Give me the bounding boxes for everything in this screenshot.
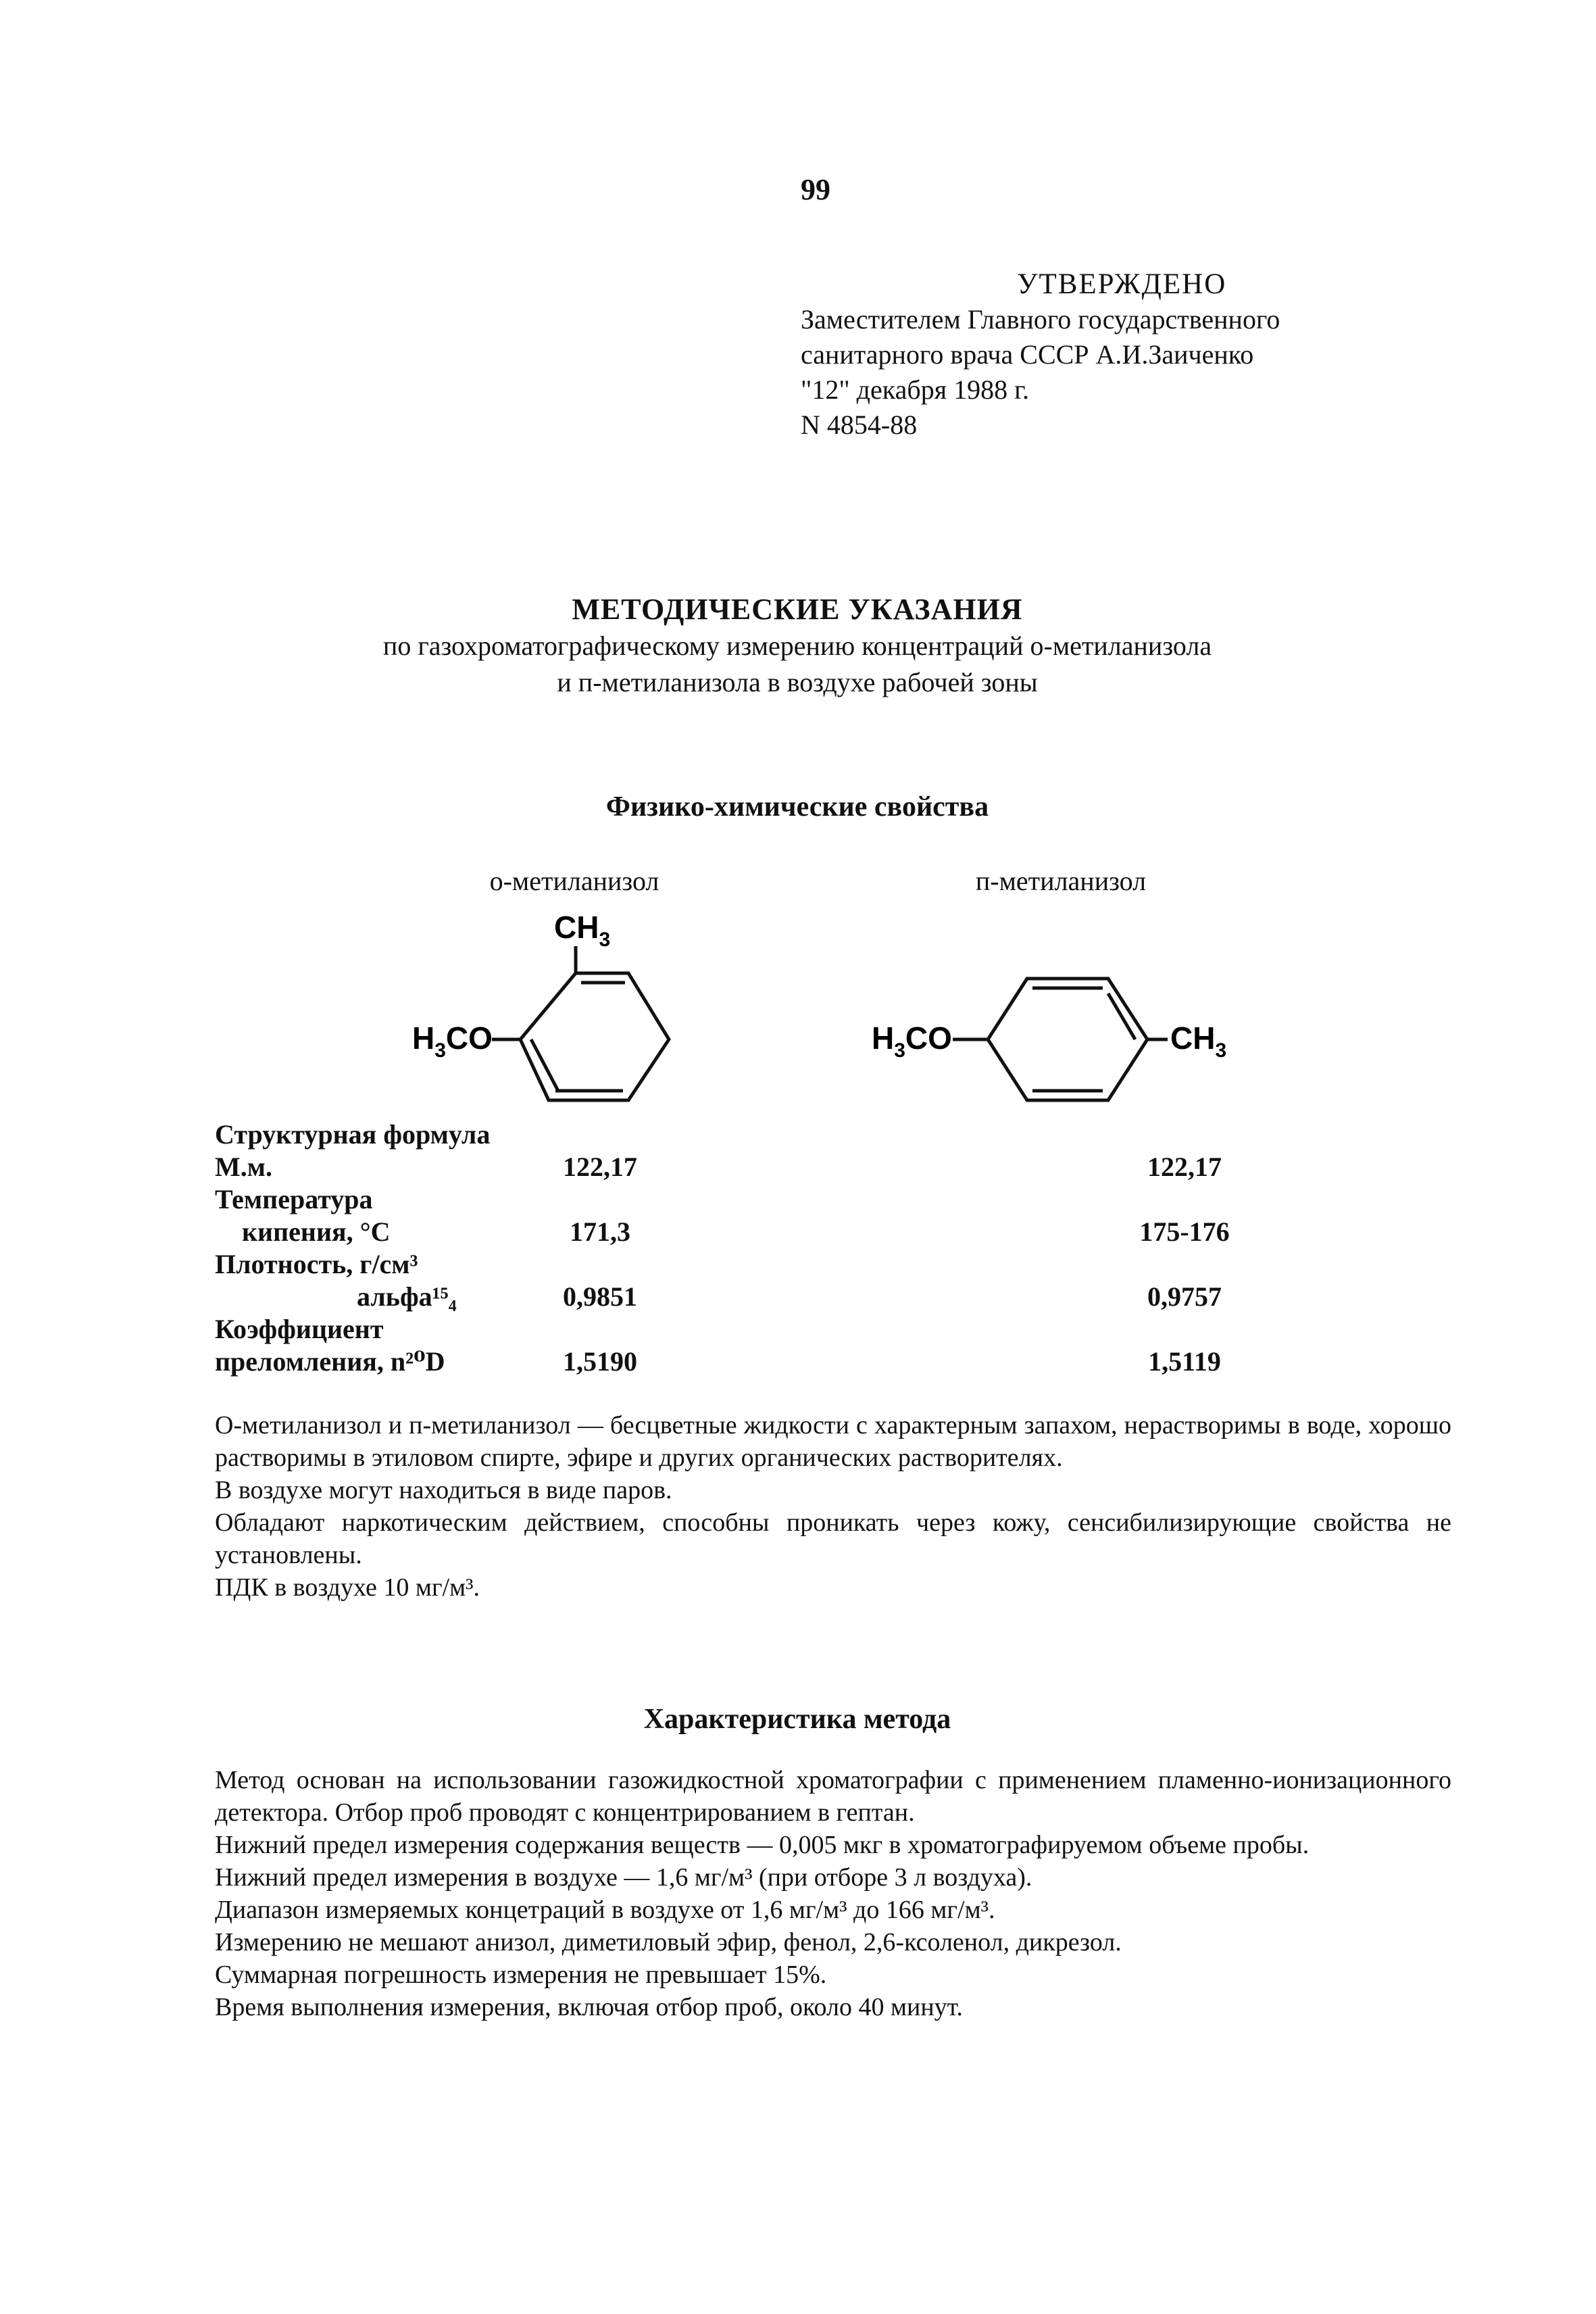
paragraph-lower-limit-substance: Нижний предел измерения содержания веществ — 0,005 мкг в хроматографируемом объеме пробы. bbox=[215, 1831, 1310, 1859]
prop-value-ortho-molar-mass: 122,17 bbox=[563, 1152, 637, 1182]
structure-ortho bbox=[399, 899, 709, 1122]
approval-line-3: "12" декабря 1988 г. bbox=[801, 374, 1029, 405]
paragraph-duration: Время выполнения измерения, включая отбор проб, около 40 минут. bbox=[215, 1993, 963, 2021]
para-h3co-label: $H_3CO$ bbox=[872, 1020, 952, 1062]
paragraph-mac: ПДК в воздухе 10 мг/м³. bbox=[215, 1573, 480, 1602]
paragraph-description: О-метиланизол и п-метиланизол — бесцветные жидкости с характерным запахом, нерастворимы в воде, хорошо растворимы в этиловом спирте, эфире и других органических растворителях. bbox=[215, 1411, 1451, 1472]
prop-value-ortho-density: 0,9851 bbox=[563, 1281, 637, 1312]
paragraph-range: Диапазон измеряемых концетраций в воздухе от 1,6 мг/м³ до 166 мг/м³. bbox=[215, 1896, 995, 1924]
paragraph-lower-limit-air: Нижний предел измерения в воздухе — 1,6 мг/м³ (при отборе 3 л воздуха). bbox=[215, 1863, 1032, 1892]
prop-label-alpha: альфа¹⁵₄ bbox=[357, 1281, 457, 1312]
prop-value-para-molar-mass: 122,17 bbox=[1147, 1152, 1222, 1182]
paragraph-method-basis: Метод основан на использовании газожидкостной хроматографии с применением пламенно-ионизационного детектора. Отбор проб проводят с концентрированием в гептан. bbox=[215, 1766, 1451, 1827]
properties-table bbox=[215, 1118, 1296, 1389]
paragraph-interference: Измерению не мешают анизол, диметиловый эфир, фенол, 2,6-ксоленол, дикрезол. bbox=[215, 1928, 1122, 1956]
prop-label-structural-formula: Структурная формула bbox=[215, 1119, 491, 1150]
document-title-sub-1: по газохроматографическому измерению концентраций о-метиланизола bbox=[382, 631, 1212, 661]
prop-label-temperature: Температура bbox=[215, 1184, 373, 1214]
para-ch3-label: $CH_3$ bbox=[1170, 1020, 1227, 1062]
approval-line-2: санитарного врача СССР А.И.Заиченко bbox=[801, 339, 1254, 370]
para-benzene-ring bbox=[988, 979, 1147, 1100]
paragraph-toxicity: Обладают наркотическим действием, способны проникать через кожу, сенсибилизирующие свойства не установлены. bbox=[215, 1508, 1451, 1569]
compound-name-para: п-метиланизол bbox=[975, 866, 1147, 896]
compound-name-ortho: о-метиланизол bbox=[489, 866, 659, 896]
paragraph-error: Суммарная погрешность измерения не превышает 15%. bbox=[215, 1961, 827, 1989]
approval-line-4: N 4854-88 bbox=[801, 410, 918, 440]
prop-value-para-refraction: 1,5119 bbox=[1148, 1346, 1221, 1377]
ortho-benzene-ring bbox=[520, 973, 669, 1100]
prop-label-coefficient: Коэффициент bbox=[215, 1314, 384, 1344]
document-title bbox=[203, 591, 1392, 701]
ortho-h3co-label: $H_3CO$ bbox=[412, 1020, 493, 1062]
properties-description bbox=[215, 1409, 1451, 1604]
approval-line-1: Заместителем Главного государственного bbox=[801, 304, 1280, 335]
approval-title: УТВЕРЖДЕНО bbox=[1017, 268, 1227, 300]
document-title-main: МЕТОДИЧЕСКИЕ УКАЗАНИЯ bbox=[572, 593, 1023, 626]
prop-label-boiling: кипения, °С bbox=[242, 1216, 391, 1247]
prop-value-para-boiling: 175-176 bbox=[1139, 1216, 1230, 1247]
paragraph-vapor: В воздухе могут находиться в виде паров. bbox=[215, 1476, 672, 1504]
document-title-sub-2: и п-метиланизола в воздухе рабочей зоны bbox=[557, 667, 1038, 697]
prop-label-refraction: преломления, n²⁰D bbox=[215, 1346, 445, 1377]
prop-value-ortho-refraction: 1,5190 bbox=[563, 1346, 637, 1377]
prop-label-density: Плотность, г/см³ bbox=[215, 1249, 418, 1279]
ortho-ch3-label: $CH_3$ bbox=[554, 910, 611, 951]
ortho-double-bond-3 bbox=[531, 1039, 558, 1091]
page-number: 99 bbox=[801, 173, 830, 206]
prop-value-para-density: 0,9757 bbox=[1147, 1281, 1222, 1312]
prop-label-molar-mass: М.м. bbox=[215, 1152, 272, 1182]
approval-block bbox=[801, 267, 1280, 443]
method-description bbox=[215, 1764, 1451, 2023]
section-heading-properties: Физико-химические свойства bbox=[605, 791, 989, 822]
section-heading-method: Характеристика метода bbox=[643, 1704, 951, 1735]
prop-value-ortho-boiling: 171,3 bbox=[570, 1216, 630, 1247]
structure-para bbox=[872, 946, 1250, 1122]
